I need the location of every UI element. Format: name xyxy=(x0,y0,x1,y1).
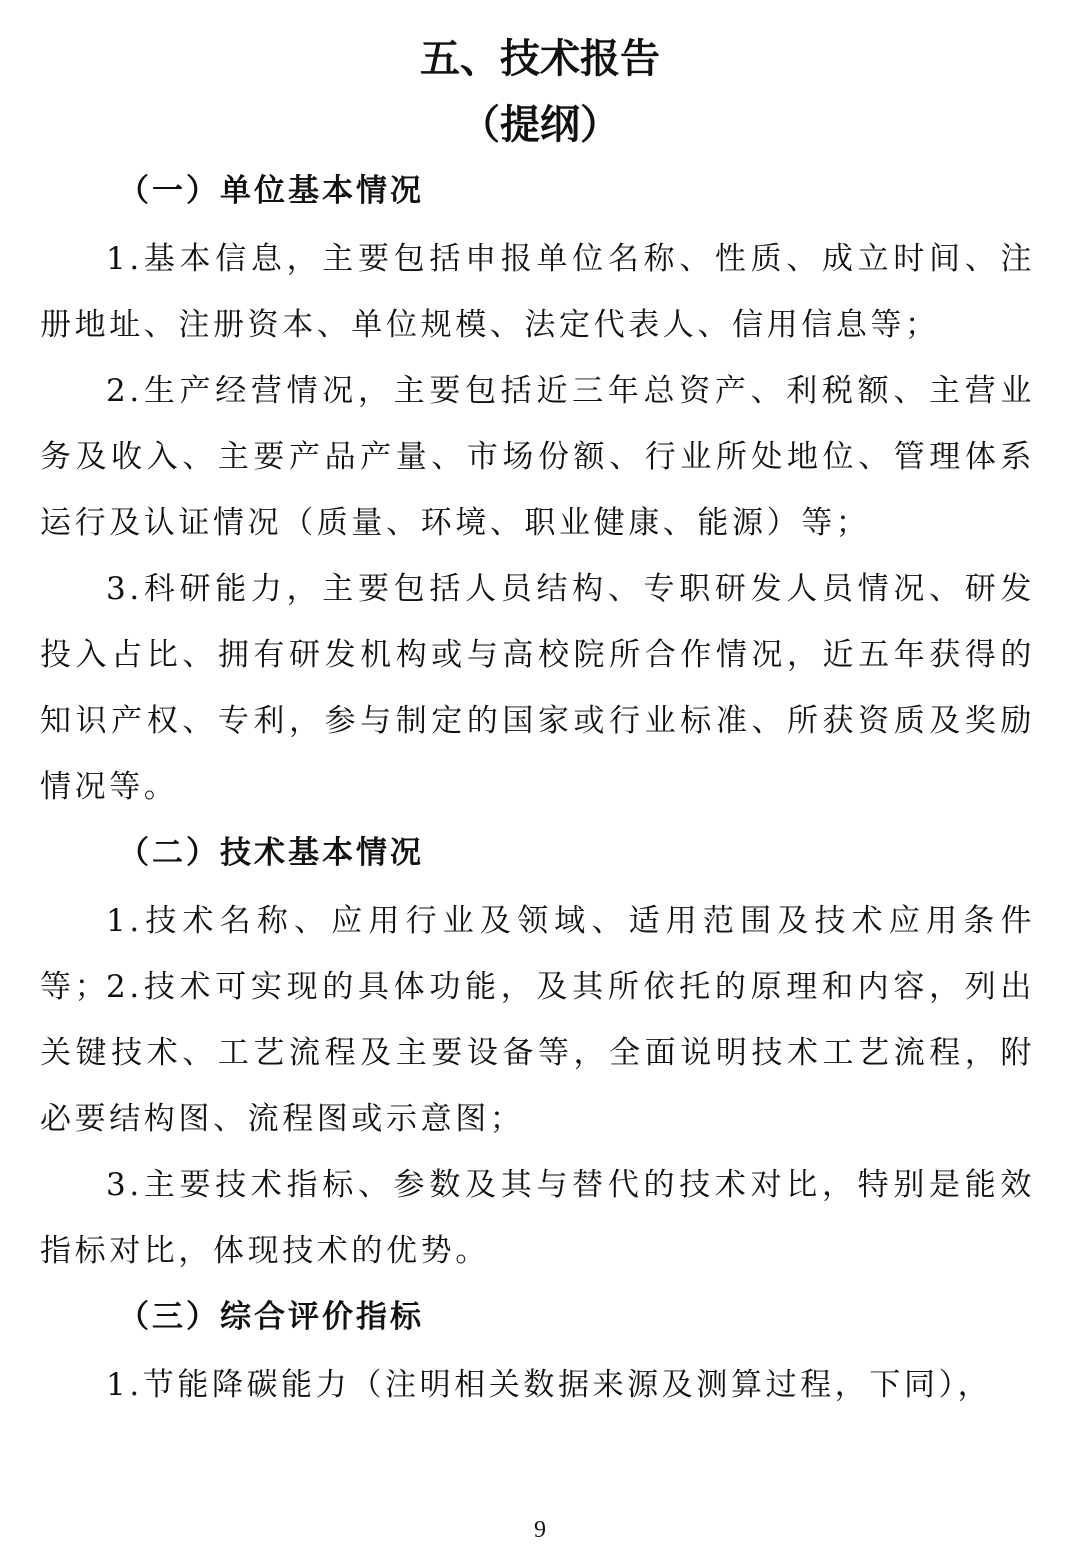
section-heading: （二）技术基本情况 xyxy=(118,835,424,871)
document-title: 五、技术报告 xyxy=(420,36,660,82)
section-heading: （一）单位基本情况 xyxy=(118,173,424,209)
document-subtitle: （提纲） xyxy=(460,102,620,148)
paragraph: 2.生产经营情况，主要包括近三年总资产、利税额、主营业务及收入、主要产品产量、市场份额、行业所处地位、管理体系运行及认证情况（质量、环境、职业健康、能源）等； xyxy=(40,373,1035,541)
page-number: 9 xyxy=(534,1517,546,1543)
paragraph: 2.技术可实现的具体功能，及其所依托的原理和内容，列出关键技术、工艺流程及主要设备等，全面说明技术工艺流程，附必要结构图、流程图或示意图； xyxy=(40,969,1035,1137)
paragraph: 3.主要技术指标、参数及其与替代的技术对比，特别是能效指标对比，体现技术的优势。 xyxy=(40,1167,1035,1269)
paragraph: 1.基本信息，主要包括申报单位名称、性质、成立时间、注册地址、注册资本、单位规模、法定代表人、信用信息等； xyxy=(40,241,1035,343)
section-heading: （三）综合评价指标 xyxy=(118,1299,424,1335)
paragraph: 1.节能降碳能力（注明相关数据来源及测算过程，下同）， xyxy=(106,1367,993,1403)
paragraph: 3.科研能力，主要包括人员结构、专职研发人员情况、研发投入占比、拥有研发机构或与高校院所合作情况，近五年获得的知识产权、专利，参与制定的国家或行业标准、所获资质及奖励情况等。 xyxy=(40,571,1035,805)
paragraph: 1.技术名称、应用行业及领域、适用范围及技术应用条件等； xyxy=(40,903,1035,1005)
